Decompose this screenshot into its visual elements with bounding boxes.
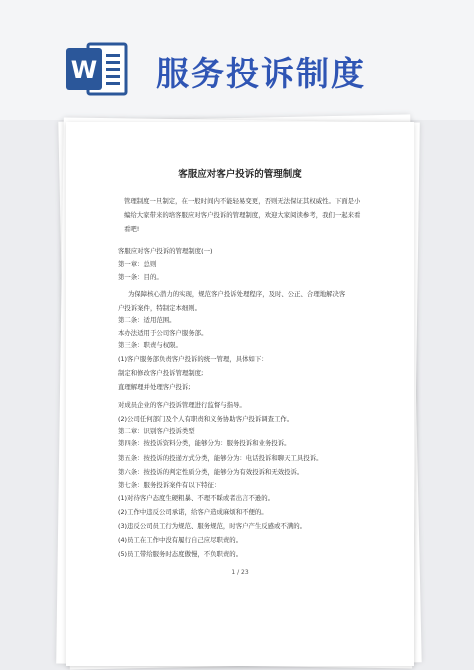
body-line: (5)员工带给服务时态度傲慢，不负职责的。 [118,550,243,558]
word-icon [66,42,128,96]
body-line: 第三条：职责与权限。 [118,341,182,349]
body-line: 户投诉案件，特制定本细则。 [118,304,202,312]
body-line: (4)员工在工作中没有履行自己应尽职责的。 [118,536,243,544]
body-line: 第二条：适用范围。 [118,316,176,324]
body-line: (2)公司任何部门及个人有职责和义务协助客户投诉调查工作。 [118,415,294,423]
banner-title: 服务投诉制度 [156,54,366,93]
body-line: (2)工作中违反公司承诺，给客户造成麻烦和不便的。 [118,508,268,516]
body-line: (3)违反公司员工行为规范、服务规范，时客户产生反感或不满的。 [118,522,306,530]
body-line: 第六条：按投诉的判定性质分类，能够分为有效投诉和无效投诉。 [118,468,304,476]
body-line: 为保障核心潜力的实现，规范客户投诉处理程序，及时、公正、合理地解决客 [128,290,346,298]
page-number: 1 / 23 [231,569,249,576]
body-line: 对成员企业的客户投诉管理进行监督与指导。 [118,401,246,409]
body-line: 第一条：目的。 [118,273,163,281]
body-line: 第七条：服务投诉案件有以下特征： [118,481,221,489]
intro-paragraph: 管理制度一旦制定，在一般时间内不能轻易变更，否则无法保证其权威性。下面是小编给大家带来的培客服应对客户投诉的管理制度，欢迎大家阅读参考，我们一起来看看吧! [124,197,361,233]
body-line: 第二章：识别客户投诉类型 [118,427,195,435]
body-line: 第四条：按投诉资料分类，能够分为：服务投诉和业务投诉。 [118,439,291,447]
header-banner [0,0,474,120]
body-line: 制定和修改客户投诉管理制度; [118,369,204,377]
body-line: 本办法适用于公司客户服务部。 [118,329,208,337]
body-line: 第五条：按投诉的投递方式分类，能够分为：电话投诉和聊天工具投诉。 [118,454,323,462]
body-line: 第一章：总则 [118,260,157,268]
body-line: 客服应对客户投诉的管理制度(一) [118,247,213,255]
document-title: 客服应对客户投诉的管理制度 [178,169,302,180]
document-page [66,122,414,666]
body-line: (1)对待客户态度生硬粗暴、不理不睬或者出言不逊的。 [118,494,275,502]
body-line: 直理解理并处理客户投诉; [118,383,191,391]
body-line: (1)客户服务部负责客户投诉的统一管理，具体如下： [118,355,268,363]
word-logo-letter: W [70,56,98,84]
